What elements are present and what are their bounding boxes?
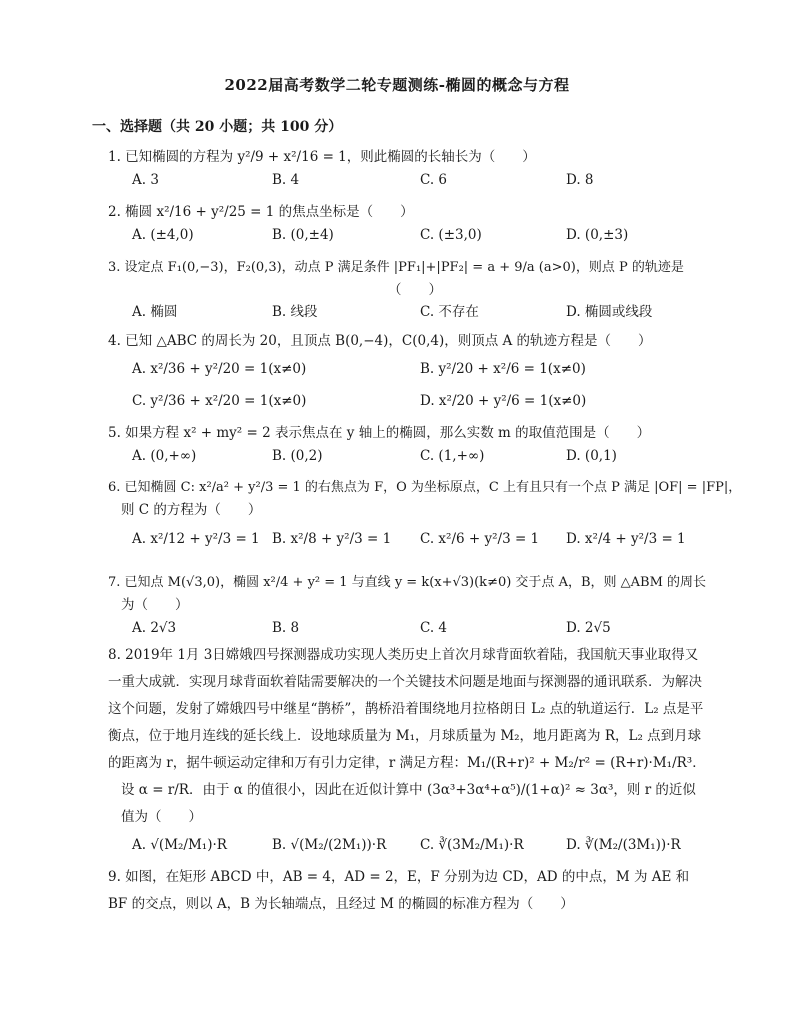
option-c: C. 6 [420, 172, 448, 188]
question-stem-cont: 设 α = r/R．由于 α 的值很小，因此在近似计算中 (3α³+3α⁴+α⁵)/(1+α)² ≈ 3α³，则 r 的近似值为（ ） [121, 782, 696, 825]
option-d: D. 椭圆或线段 [566, 304, 653, 320]
option-d: D. (0,1) [566, 448, 617, 464]
question-8 [108, 642, 708, 859]
question-7 [108, 571, 718, 639]
question-stem: 5. 如果方程 x² + my² = 2 表示焦点在 y 轴上的椭圆，那么实数 m 的取值范围是（ ） [108, 425, 651, 441]
question-stem: 9. 如图，在矩形 ABCD 中，AB = 4，AD = 2，E，F 分别为边 CD，AD 的中点，M 为 AE 和 BF 的交点，则以 A，B 为长轴端点，且经过 M 的椭圆的标准方程为（ ） [108, 869, 690, 912]
question-stem-cont: 则 C 的方程为（ ） [121, 502, 262, 518]
question-stem: 3. 设定点 F₁(0,−3)，F₂(0,3)，动点 P 满足条件 |PF₁|+|PF₂| = a + 9/a (a>0)，则点 P 的轨迹是 [108, 260, 684, 275]
option-c: C. 4 [420, 620, 448, 636]
option-b: B. (0,±4) [272, 227, 334, 243]
document-title: 2022届高考数学二轮专题测练-椭圆的概念与方程 [224, 76, 570, 94]
option-a: A. 椭圆 [132, 304, 178, 320]
option-d: D. (0,±3) [566, 227, 629, 243]
option-a: A. 2√3 [132, 620, 177, 636]
option-c: C. y²/36 + x²/20 = 1(x≠0) [132, 393, 307, 409]
option-a: A. 3 [132, 172, 159, 188]
option-a: A. (±4,0) [132, 227, 194, 243]
option-c: C. (1,+∞) [420, 448, 485, 464]
option-b: B. x²/8 + y²/3 = 1 [272, 531, 392, 547]
option-b: B. 4 [272, 172, 300, 188]
question-stem: 4. 已知 △ABC 的周长为 20，且顶点 B(0,−4)，C(0,4)，则顶点 A 的轨迹方程是（ ） [108, 333, 652, 349]
option-b: B. √(M₂/(2M₁))·R [272, 837, 387, 853]
section-heading: 一、选择题（共 20 小题；共 100 分） [92, 119, 343, 135]
option-d: D. 2√5 [566, 620, 611, 636]
option-a: A. x²/12 + y²/3 = 1 [132, 531, 260, 547]
question-6 [108, 476, 742, 550]
answer-paren: （ ） [388, 282, 442, 298]
question-stem: 8. 2019年 1月 3日嫦娥四号探测器成功实现人类历史上首次月球背面软着陆，我国航天事业取得又一重大成就．实现月球背面软着陆需要解决的一个关键技术问题是地面与探测器的通讯联系．为解决这个问题，发射了嫦娥四号中继星“鹊桥”，鹊桥沿着围绕地月拉格朗日 L₂ 点的轨道运行．L₂ 点是平衡点，位于地月连线的延长线上．设地球质量为 M₁，月球质量为 M₂，地月距离为 R，L₂ 点到月球的距离为 r，据牛顿运动定律和万有引力定律，r 满足方程：M₁/(R+r)² + M₂/r² = (R+r)·M₁/R³． [108, 647, 706, 771]
option-c: C. x²/6 + y²/3 = 1 [420, 531, 540, 547]
option-d: D. 8 [566, 172, 594, 188]
question-4 [108, 330, 708, 417]
option-d: D. x²/20 + y²/6 = 1(x≠0) [420, 393, 587, 409]
option-b: B. 线段 [272, 304, 318, 320]
option-c: C. 不存在 [420, 304, 479, 320]
option-b: B. 8 [272, 620, 300, 636]
option-a: A. (0,+∞) [132, 448, 197, 464]
question-stem: 1. 已知椭圆的方程为 y²/9 + x²/16 = 1，则此椭圆的长轴长为（ ） [108, 149, 536, 165]
question-5 [108, 422, 708, 467]
question-2 [108, 201, 708, 246]
option-d: D. ∛(M₂/(3M₁))·R [566, 837, 681, 853]
option-c: C. (±3,0) [420, 227, 482, 243]
option-a: A. x²/36 + y²/20 = 1(x≠0) [132, 361, 307, 377]
question-9 [108, 864, 708, 918]
option-b: B. y²/20 + x²/6 = 1(x≠0) [420, 361, 586, 377]
question-stem-cont: 为（ ） [121, 597, 189, 613]
question-1 [108, 146, 708, 191]
question-stem: 2. 椭圆 x²/16 + y²/25 = 1 的焦点坐标是（ ） [108, 204, 414, 220]
option-c: C. ∛(3M₂/M₁)·R [420, 837, 524, 853]
question-3 [108, 256, 718, 323]
question-stem: 6. 已知椭圆 C: x²/a² + y²/3 = 1 的右焦点为 F，O 为坐标原点，C 上有且只有一个点 P 满足 |OF| = |FP|， [108, 480, 742, 495]
option-b: B. (0,2) [272, 448, 323, 464]
option-a: A. √(M₂/M₁)·R [132, 837, 227, 853]
option-d: D. x²/4 + y²/3 = 1 [566, 531, 686, 547]
question-stem: 7. 已知点 M(√3,0)，椭圆 x²/4 + y² = 1 与直线 y = k(x+√3)(k≠0) 交于点 A，B，则 △ABM 的周长 [108, 575, 707, 590]
